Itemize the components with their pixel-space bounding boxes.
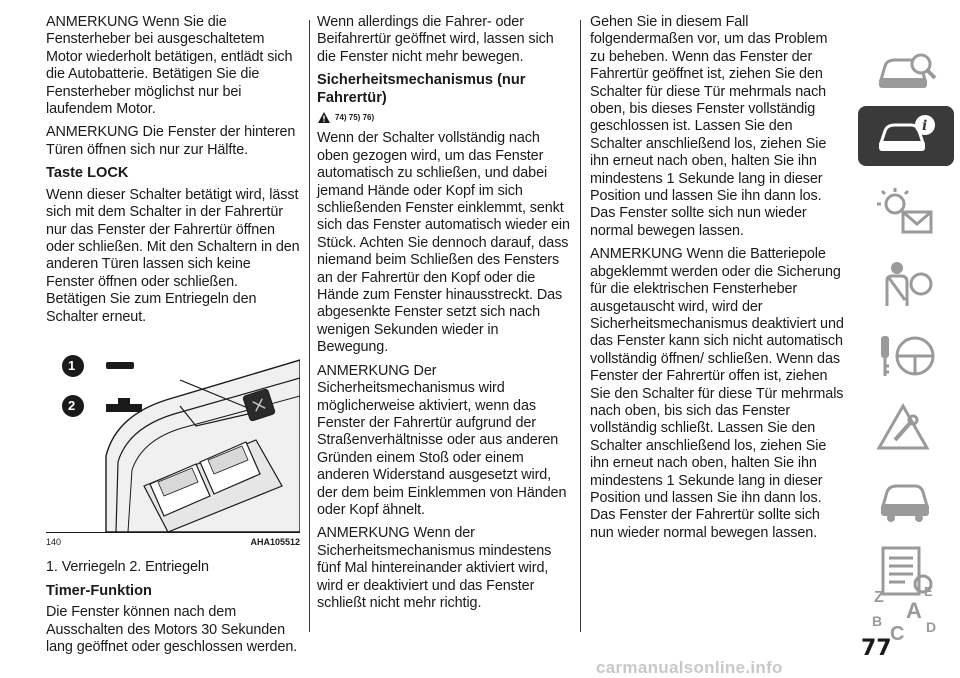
- heading-timer: Timer-Funktion: [46, 582, 152, 599]
- note-deactivation: ANMERKUNG Wenn der Sicherheitsmechanismus mindestens fünf Mal hintereinander aktiviert wird, wird er deaktiviert und das Fenster schließt nicht mehr richtig.: [317, 525, 552, 611]
- seatbelt-airbag-icon: [873, 256, 939, 312]
- index-letter-z: Z: [874, 589, 884, 606]
- warning-light-envelope-icon: [873, 184, 939, 240]
- sidebar-item-starting-driving[interactable]: [858, 320, 954, 392]
- column-divider-2: [580, 20, 581, 632]
- column-3: [590, 14, 846, 548]
- window-switch-illustration: [46, 336, 300, 532]
- warning-triangle-wrench-icon: [873, 400, 939, 456]
- sidebar-item-emergency[interactable]: [858, 392, 954, 464]
- page-number: 77: [861, 636, 892, 661]
- svg-text:i: i: [922, 118, 928, 134]
- figure-rule: [46, 532, 300, 533]
- reset-procedure: Gehen Sie in diesem Fall folgendermaßen vor, um das Problem zu beheben. Wenn das Fenster der Fahrertür geöffnet ist, ziehen Sie den Schalter für diese Tür mehrmals nach oben, bis dieses Fenster vollständig geschlossen ist. Lassen Sie den Schalter anschließend los, ziehen Sie ihn erneut nach oben, halten Sie ihn mindestens 1 Sekunde lang in dieser Position und lassen Sie ihn dann los. Das Fenster sollte sich nun wieder normal bewegen lassen.: [590, 14, 828, 239]
- index-letter-b: B: [872, 613, 883, 629]
- warning-reference: [317, 111, 573, 124]
- sidebar-item-warning-lights[interactable]: [858, 176, 954, 248]
- column-2: [317, 14, 573, 618]
- car-service-icon: [873, 472, 939, 528]
- note-battery-disconnect: ANMERKUNG Wenn die Batteriepole abgeklemmt werden oder die Sicherung für die elektrischen Fensterheber ausgetauscht wird, wird der Sicherheitsmechanismus deaktiviert und das Fenster kann sich nicht automatisch vollständig öffnen/ schließen. Wenn das Fenster der Fahrertür offen ist, ziehen Sie den Schalter für diese Tür mehrmals nach oben, bis sich das Fenster vollständig schließt. Lassen Sie den Schalter anschließend los, ziehen Sie ihn erneut nach oben, halten Sie ihn mindestens 1 Sekunde lang in dieser Position und lassen Sie ihn dann los. Das Fenster der Fahrertür sollte sich nun wieder normal bewegen lassen.: [590, 246, 844, 541]
- note-rear-windows: ANMERKUNG Die Fenster der hinteren Türen öffnen sich nur zur Hälfte.: [46, 124, 296, 158]
- column-divider-1: [309, 20, 310, 632]
- watermark: carmanualsonline.info: [596, 658, 783, 677]
- timer-description: Die Fenster können nach dem Ausschalten des Motors 30 Sekunden lang geöffnet oder geschlossen werden.: [46, 604, 298, 655]
- safety-description: Wenn der Schalter vollständig nach oben gezogen wird, um das Fenster automatisch zu schließen, und dabei jemand Hände oder Kopf im sich schließenden Fenster einklemmt, senkt sich das Fenster automatisch wieder ein Stück. Achten Sie dennoch darauf, dass niemand beim Schließen des Fensters an der Fahrertür den Kopf oder die Hände zum Fenster hinausstreckt. Das abgesenkte Fenster setzt sich nach wenigen Sekunden wieder in Bewegung.: [317, 130, 570, 356]
- window-switch-figure: [46, 336, 300, 532]
- key-steering-wheel-icon: [873, 328, 939, 384]
- warning-refs: 74) 75) 76): [335, 113, 375, 123]
- callout-2-label: 2: [68, 398, 76, 414]
- warning-triangle-icon: [317, 111, 331, 124]
- column-1: [46, 14, 300, 662]
- heading-lock: Taste LOCK: [46, 165, 129, 182]
- figure-number: 140: [46, 537, 62, 548]
- index-letter-e: E: [924, 584, 933, 599]
- figure-caption-bar: [46, 537, 300, 547]
- sidebar-item-vehicle-overview[interactable]: [858, 34, 954, 106]
- sidebar-item-maintenance[interactable]: [858, 464, 954, 536]
- car-info-icon: [873, 111, 939, 161]
- callout-1-label: 1: [68, 358, 76, 374]
- figure-code: AHA105512: [250, 537, 300, 548]
- index-letter-c: C: [890, 623, 905, 644]
- alphabet-index-icon: [868, 584, 944, 644]
- sidebar-item-index[interactable]: [858, 584, 954, 644]
- figure-legend: 1. Verriegeln 2. Entriegeln: [46, 559, 209, 576]
- sidebar-item-getting-to-know[interactable]: [858, 106, 954, 166]
- lock-symbol-icon: [106, 362, 134, 369]
- note-battery: ANMERKUNG Wenn Sie die Fensterheber bei ausgeschaltetem Motor wiederholt betätigen, entlädt sich die Autobatterie. Betätigen Sie die Fensterheber möglichst nur bei laufendem Motor.: [46, 14, 293, 118]
- lock-description: Wenn dieser Schalter betätigt wird, lässt sich mit dem Schalter in der Fahrertür nur das Fenster der Fahrertür öffnen oder schließen. Mit den Schaltern in den anderen Türen lassen sich keine Fenster öffnen oder schließen. Betätigen Sie zum Entriegeln den Schalter erneut.: [46, 186, 300, 325]
- door-open-note: Wenn allerdings die Fahrer- oder Beifahrertür geöffnet wird, lassen sich die Fenster nicht mehr bewegen.: [317, 14, 554, 65]
- index-letter-a: A: [906, 598, 922, 623]
- sidebar-item-safety[interactable]: [858, 248, 954, 320]
- heading-safety-mechanism: Sicherheitsmechanismus (nur Fahrertür): [317, 72, 526, 106]
- car-search-icon: [873, 42, 939, 98]
- note-activation: ANMERKUNG Der Sicherheitsmechanismus wird möglicherweise aktiviert, wenn das Fenster der Fahrertür aufgrund der Straßenverhältnisse oder aus anderen Gründen einem Stoß oder einem anderen Widerstand ausgesetzt wird, der dem beim Einklemmen von Händen oder Kopf ähnelt.: [317, 362, 567, 518]
- index-letter-d: D: [926, 619, 937, 635]
